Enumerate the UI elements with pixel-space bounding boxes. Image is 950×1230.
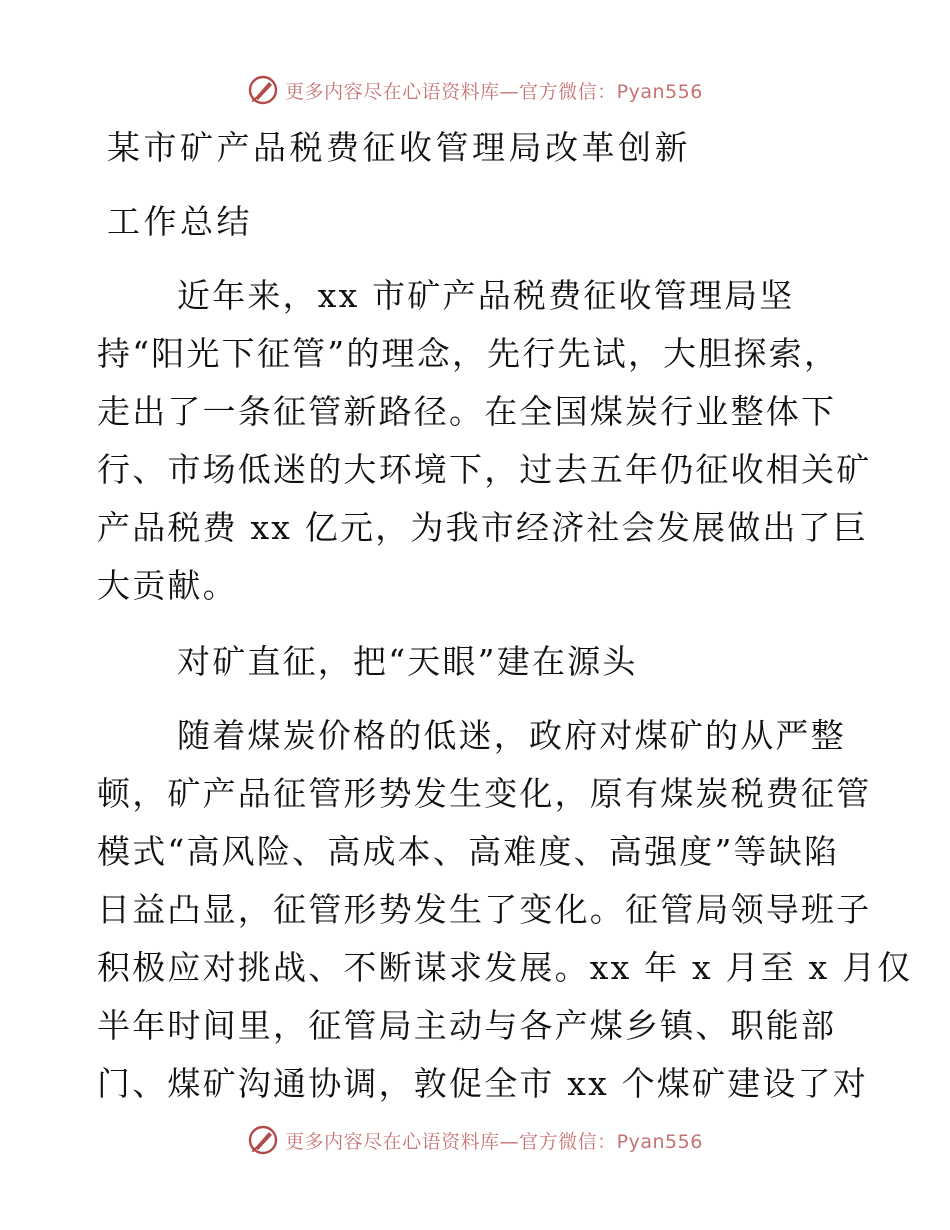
- body-line: 顿，矿产品征管形势发生变化，原有煤炭税费征管: [97, 774, 872, 813]
- quill-logo-icon: [247, 74, 279, 106]
- watermark-text: 更多内容尽在心语资料库—官方微信：Pyan556: [285, 1130, 703, 1153]
- body-line: 走出了一条征管新路径。在全国煤炭行业整体下: [97, 392, 837, 431]
- body-line: 大贡献。: [97, 566, 238, 605]
- body-line: 积极应对挑战、不断谋求发展。xx 年 x 月至 x 月仅: [97, 948, 913, 987]
- body-line: 随着煤炭价格的低迷，政府对煤矿的从严整: [177, 716, 846, 755]
- body-line: 近年来，xx 市矿产品税费征收管理局坚: [177, 276, 795, 315]
- body-line: 模式“高风险、高成本、高难度、高强度”等缺陷: [97, 832, 840, 871]
- footer-watermark-banner: [0, 1120, 950, 1160]
- body-line: 半年时间里，征管局主动与各产煤乡镇、职能部: [97, 1006, 837, 1045]
- body-line: 行、市场低迷的大环境下，过去五年仍征收相关矿: [97, 450, 872, 489]
- body-line: 持“阳光下征管”的理念，先行先试，大胆探索，: [97, 334, 840, 373]
- body-line: 日益凸显，征管形势发生了变化。征管局领导班子: [97, 890, 872, 929]
- header-watermark-banner: [0, 70, 950, 110]
- document-title-line-1: 某市矿产品税费征收管理局改革创新: [107, 128, 691, 167]
- body-line: 门、煤矿沟通协调，敦促全市 xx 个煤矿建设了对: [97, 1064, 869, 1103]
- watermark-text: 更多内容尽在心语资料库—官方微信：Pyan556: [285, 80, 703, 103]
- section-heading: 对矿直征，把“天眼”建在源头: [177, 642, 638, 681]
- quill-logo-icon: [247, 1124, 279, 1156]
- body-line: 产品税费 xx 亿元，为我市经济社会发展做出了巨: [97, 508, 869, 547]
- document-title-line-2: 工作总结: [107, 202, 253, 241]
